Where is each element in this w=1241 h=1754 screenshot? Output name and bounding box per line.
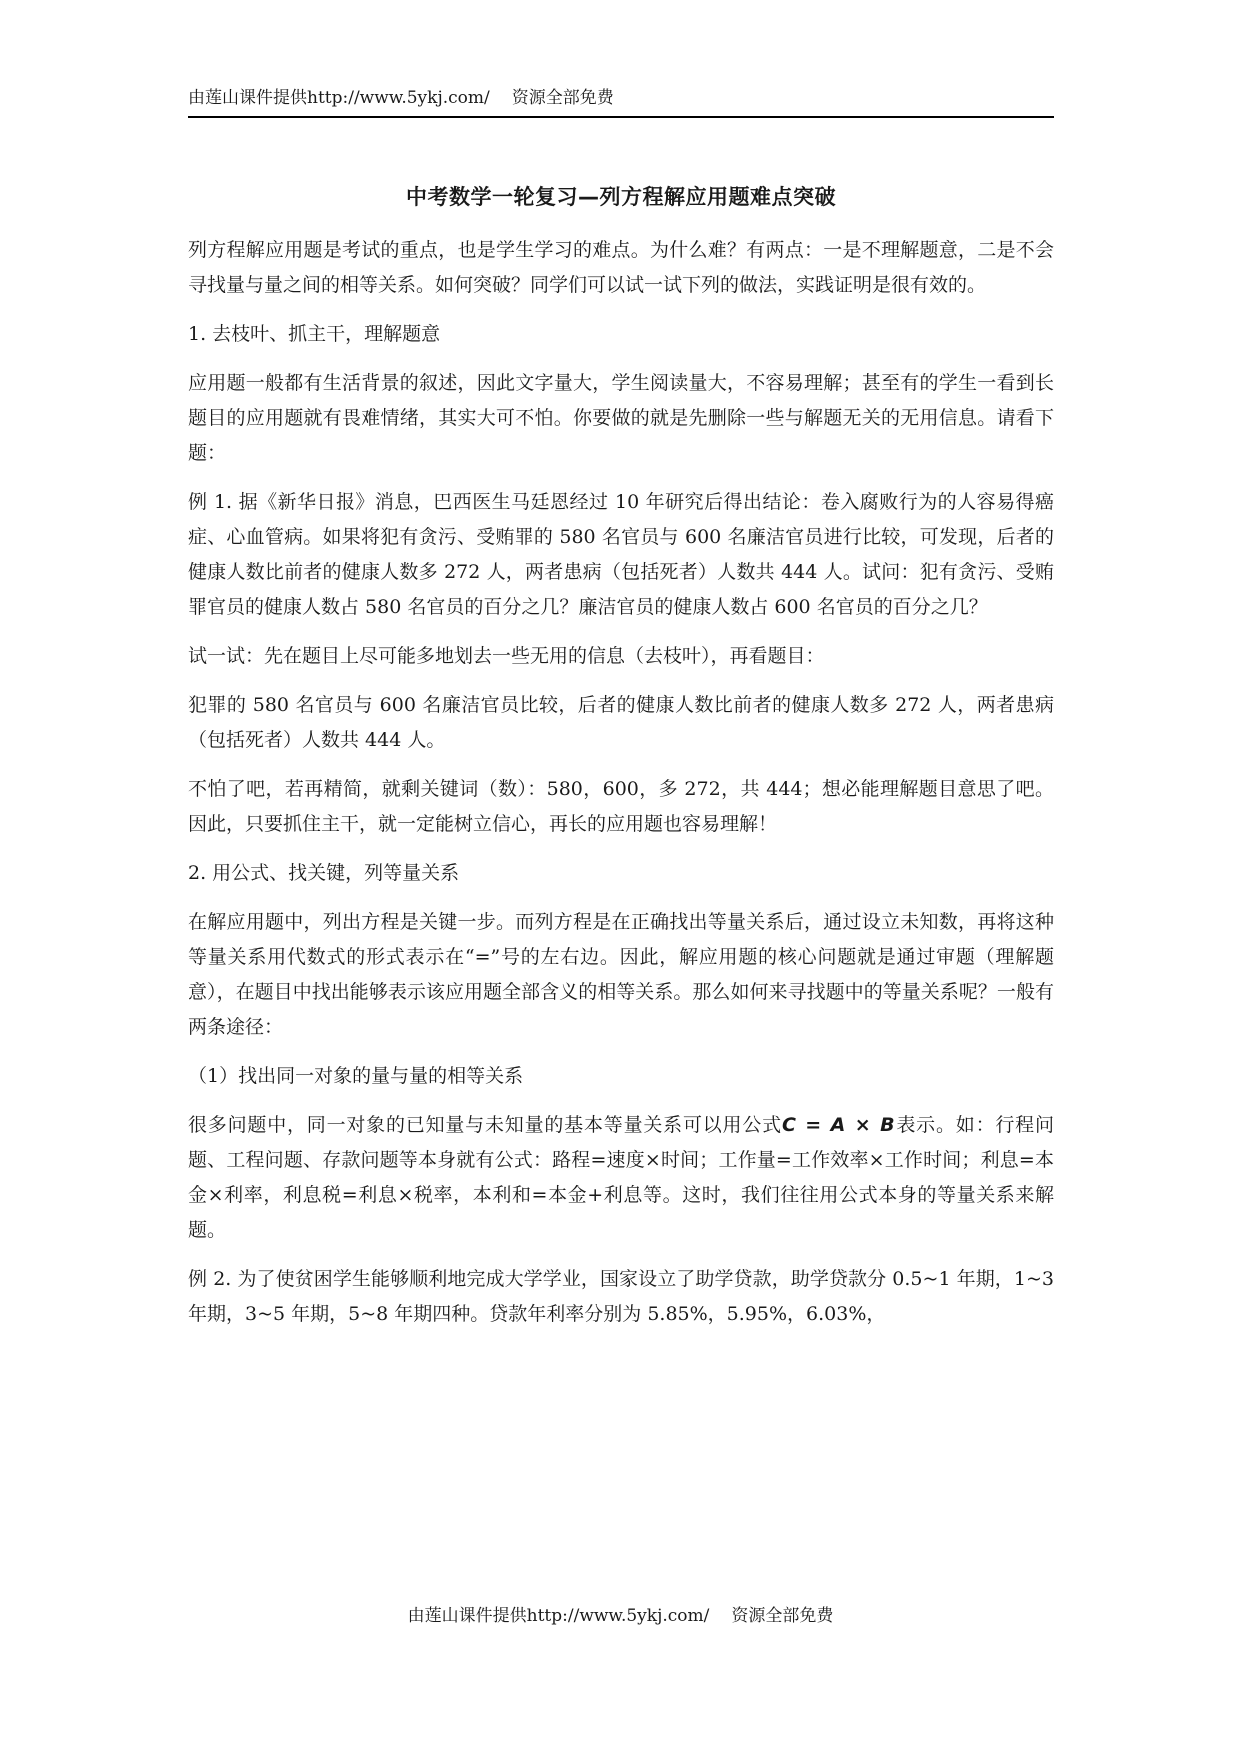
footer-provider: 由莲山课件提供: [407, 1606, 527, 1626]
section2-heading: 2. 用公式、找关键，列等量关系: [188, 862, 460, 884]
try-it-paragraph: 试一试：先在题目上尽可能多地划去一些无用的信息（去枝叶），再看题目：: [188, 645, 825, 667]
page-header: [188, 86, 1054, 118]
keywords-paragraph: 不怕了吧，若再精简，就剩关键词（数）：580，600，多 272，共 444；想必能理解题目意思了吧。因此，只要抓住主干，就一定能树立信心，再长的应用题也容易理解！: [188, 778, 1054, 835]
section1-body: 应用题一般都有生活背景的叙述，因此文字量大，学生阅读量大，不容易理解；甚至有的学生一看到长题目的应用题就有畏难情绪，其实大可不怕。你要做的就是先删除一些与解题无关的无用信息。请看下题：: [188, 372, 1054, 464]
subsection1-heading: （1）找出同一对象的量与量的相等关系: [188, 1065, 524, 1087]
formula-expression: C = A × B: [781, 1114, 896, 1136]
section2-body: 在解应用题中，列出方程是关键一步。而列方程是在正确找出等量关系后，通过设立未知数，再将这种等量关系用代数式的形式表示在“=”号的左右边。因此，解应用题的核心问题就是通过审题（理解题意），在题目中找出能够表示该应用题全部含义的相等关系。那么如何来寻找题中的等量关系呢？一般有两条途径：: [188, 911, 1054, 1038]
example2-paragraph: 例 2. 为了使贫困学生能够顺利地完成大学学业，国家设立了助学贷款，助学贷款分 0.5~1 年期，1~3 年期，3~5 年期，5~8 年期四种。贷款年利率分别为 5.85%，5.95%，6.03%，: [188, 1268, 1054, 1325]
formula-paragraph: [188, 1108, 1054, 1248]
document-body: [188, 183, 1054, 1346]
example1-paragraph: 例 1. 据《新华日报》消息，巴西医生马廷恩经过 10 年研究后得出结论：卷入腐败行为的人容易得癌症、心血管病。如果将犯有贪污、受贿罪的 580 名官员与 600 名廉洁官员进行比较，可发现，后者的健康人数比前者的健康人数多 272 人，两者患病（包括死者）人数共 444 人。试问：犯有贪污、受贿罪官员的健康人数占 580 名官员的百分之几？廉洁官员的健康人数占 600 名官员的百分之几？: [188, 491, 1054, 618]
header-provider: 由莲山课件提供: [188, 88, 307, 108]
trimmed-paragraph: 犯罪的 580 名官员与 600 名廉洁官员比较，后者的健康人数比前者的健康人数多 272 人，两者患病（包括死者）人数共 444 人。: [188, 694, 1054, 751]
intro-paragraph: 列方程解应用题是考试的重点，也是学生学习的难点。为什么难？有两点：一是不理解题意，二是不会寻找量与量之间的相等关系。如何突破？同学们可以试一试下列的做法，实践证明是很有效的。: [188, 239, 1054, 296]
footer-free: 资源全部免费: [731, 1606, 834, 1626]
section1-heading: 1. 去枝叶、抓主干，理解题意: [188, 323, 441, 345]
page-footer: [0, 1604, 1241, 1628]
header-free: 资源全部免费: [511, 88, 614, 108]
header-url[interactable]: http://www.5ykj.com/: [307, 88, 490, 108]
footer-url[interactable]: http://www.5ykj.com/: [526, 1606, 710, 1626]
formula-after-text: 表示。如：行程问题、工程问题、存款问题等本身就有公式：路程=速度×时间；工作量=工作效率×工作时间；利息=本金×利率，利息税=利息×税率，本利和=本金+利息等。这时，我们往往用公式本身的等量关系来解题。: [188, 1114, 1054, 1241]
document-title: 中考数学一轮复习—列方程解应用题难点突破: [406, 185, 836, 209]
formula-before-text: 很多问题中，同一对象的已知量与未知量的基本等量关系可以用公式: [188, 1114, 782, 1136]
